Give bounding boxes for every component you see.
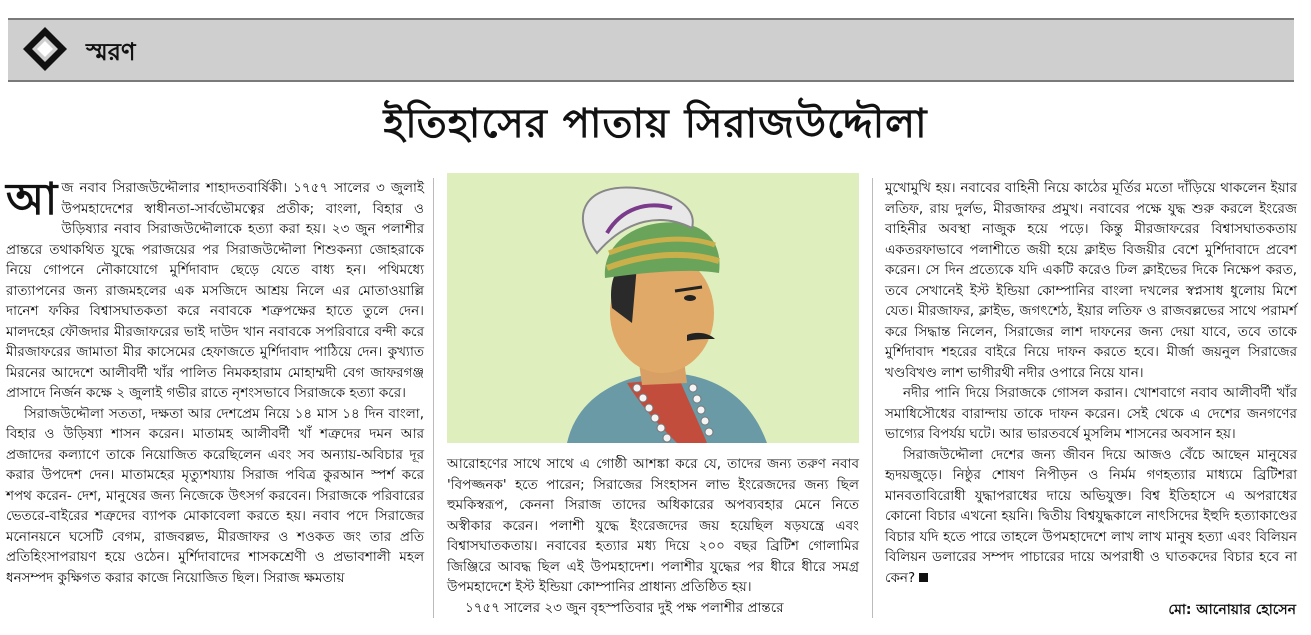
paragraph: ১৭৫৭ সালের ২৩ জুন বৃহস্পতিবার দুই পক্ষ পলাশীর প্রান্তরে [465,599,784,616]
paragraph-text: জ নবাব সিরাজউদ্দৌলার শাহাদতবার্ষিকী। ১৭৫৭ সালের ৩ জুলাই উপমহাদেশের স্বাধীনতা-সার্বভৌমত্বের প্রতীক; বাংলা, বিহার ও উড়িষ্যার নবাব সিরাজউদ্দৌলাকে হত্যা করা হয়। ২৩ জুন পলাশীর প্রান্তরে তথাকথিত যুদ্ধে পরাজয়ের পর সিরাজউদ্দৌলা শিশুকন্যা জোহরাকে নিয়ে গোপনে নৌকাযোগে মুর্শিদাবাদ ছেড়ে যেতে বাধ্য হন। পথিমধ্যে রাত্যাপনের জন্য রাজমহলের এক মসজিদে আশ্রয় নিলে এর মোতাওয়াল্লি দানেশ ফকির বিশ্বাসঘাতকতা করে নবাবকে শত্রুপক্ষের হাতে তুলে দেন। মালদহের ফৌজদার মীরজাফরের ভাই দাউদ খান নবাবকে সপরিবারে বন্দী করে মীরজাফরের জামাতা মীর কাসেমের হেফাজতে মুর্শিদাবাদ পাঠিয়ে দেন। কুখ্যাত মিরনের আদেশে আলীবর্দী খাঁর পালিত নিমকহারাম মোহাম্মদী বেগ জাফরগঞ্জ প্রাসাদে নির্জন কক্ষে ২ জুলাই গভীর রাতে নৃশংসভাবে সিরাজকে হত্যা করে। [6,180,424,401]
article-column-3 [885,178,1297,588]
diamond-icon [22,26,68,72]
article-column-2 [447,454,859,618]
paragraph: নদীর পানি দিয়ে সিরাজকে গোসল করান। খোশবাগে নবাব আলীবর্দী খাঁর সমাধিসৌধের বারান্দায় তাকে দাফন করেন। সেই থেকে এ দেশের জনগণের ভাগ্যের বিপর্যয় ঘটে। আর ভারতবর্ষে মুসলিম শাসনের অবসান হয়। [885,385,1297,442]
end-mark-icon [919,573,928,582]
paragraph: মুখোমুখি হয়। নবাবের বাহিনী নিয়ে কাঠের মূর্তির মতো দাঁড়িয়ে থাকলেন ইয়ার লতিফ, রায় দুর্লভ, মীরজাফর প্রমুখ। নবাবের পক্ষে যুদ্ধ শুরু করলে ইংরেজ বাহিনীর অবস্থা নাজুক হয়ে পড়ে। কিন্তু মীরজাফরের বিশ্বাসঘাতকতায় একতরফাভাবে পলাশীতে জয়ী হয়ে ক্লাইভ বিজয়ীর বেশে মুর্শিদাবাদে প্রবেশ করেন। সে দিন প্রত্যেকে যদি একটি করেও ঢিল ক্লাইভের দিকে নিক্ষেপ করত, তবে সেখানেই ইস্ট ইন্ডিয়া কোম্পানির বাংলা দখলের স্বপ্নসাধ ধুলোয় মিশে যেত। মীরজাফর, ক্লাইভ, জগৎশেঠ, ইয়ার লতিফ ও রাজবল্লভের সাথে পরামর্শ করে সিদ্ধান্ত নিলেন, সিরাজের লাশ দাফনের জন্য দেয়া যাবে, তবে তাকে মুর্শিদাবাদ শহরের বাইরে নিয়ে দাফন করতে হবে। মীর্জা জয়নুল সিরাজের খণ্ডবিখণ্ড লাশ ভাগীরথী নদীর ওপারে নিয়ে যান। [885,180,1297,381]
paragraph: আরোহণের সাথে সাথে এ গোষ্ঠী আশঙ্কা করে যে, তাদের জন্য তরুণ নবাব 'বিপজ্জনক' হতে পারেন; সিরাজের সিংহাসন লাভ ইংরেজদের জন্য ছিল হুমকিস্বরূপ, কেননা সিরাজ তাদের অধিকারের অপব্যবহার মেনে নিতে অস্বীকার করেন। পলাশী যুদ্ধে ইংরেজদের জয় হয়েছিল ষড়যন্ত্রে এবং বিশ্বাসঘাতকতায়। নবাবের হত্যার মধ্য দিয়ে ২০০ বছর ব্রিটিশ গোলামির জিঞ্জিরে আবদ্ধ ছিল এই উপমহাদেশ। পলাশীর যুদ্ধের পর ধীরে ধীরে সমগ্র উপমহাদেশে ইস্ট ইন্ডিয়া কোম্পানির প্রাধান্য প্রতিষ্ঠিত হয়। [447,456,859,595]
paragraph-text: সিরাজউদ্দৌলা দেশের জন্য জীবন দিয়ে আজও বেঁচে আছেন মানুষের হৃদয়জুড়ে। নিষ্ঠুর শোষণ নিপীড়ন ও নির্মম গণহত্যার মাধ্যমে ব্রিটিশরা মানবতাবিরোধী যুদ্ধাপরাধের দায়ে অভিযুক্ত। বিশ্ব ইতিহাসে এ অপরাধের কোনো বিচার এখনো হয়নি। দ্বিতীয় বিশ্বযুদ্ধকালে নাৎসিদের ইহুদি হত্যাকাণ্ডের বিচার যদি হতে পারে তাহলে উপমহাদেশে লাখ লাখ মানুষ হত্যা এবং বিলিয়ন বিলিয়ন ডলারের সম্পদ পাচারের দায়ে অপরাধী ও ঘাতকদের বিচার হবে না কেন? [885,446,1297,586]
paragraph [885,445,1297,589]
paragraph: সিরাজউদ্দৌলা সততা, দক্ষতা আর দেশপ্রেম নিয়ে ১৪ মাস ১৪ দিন বাংলা, বিহার ও উড়িষ্যা শাসন করেন। মাতামহ আলীবর্দী খাঁ শত্রুদের দমন আর প্রজাদের কল্যাণে তাকে নিয়োজিত করেছিলেন এবং সব অন্যায়-অবিচার দূর করার উপদেশ দেন। মাতামহের মৃত্যুশয্যায় সিরাজ পবিত্র কুরআন স্পর্শ করে শপথ করেন- দেশ, মানুষের জন্য নিজেকে উৎসর্গ করবেন। সিরাজকে পরিবারের ভেতরে-বাইরের শত্রুদের ব্যাপক মোকাবেলা করতে হয়। নবাব পদে সিরাজের মনোনয়নে ঘসেটি বেগম, রাজবল্লভ, মীরজাফর ও শওকত জং তার প্রতি প্রতিহিংসাপরায়ণ হয়ে ওঠেন। মুর্শিদাবাদের শাসকশ্রেণী ও প্রভাবশালী মহল ধনসম্পদ কুক্ষিগত করার কাজে নিয়োজিত ছিল। সিরাজ ক্ষমতায় [6,405,424,586]
paragraph [6,174,424,404]
article-headline: ইতিহাসের পাতায় সিরাজউদ্দৌলা [383,101,928,147]
author-byline: মো: আনোয়ার হোসেন [1168,602,1296,618]
article-column-1 [6,174,424,588]
column-divider [433,178,434,618]
section-header-bar [8,18,1294,82]
column-divider [872,178,873,618]
section-label: স্মরণ [86,38,136,66]
dropcap: আ [6,174,58,225]
portrait-illustration [447,173,859,443]
